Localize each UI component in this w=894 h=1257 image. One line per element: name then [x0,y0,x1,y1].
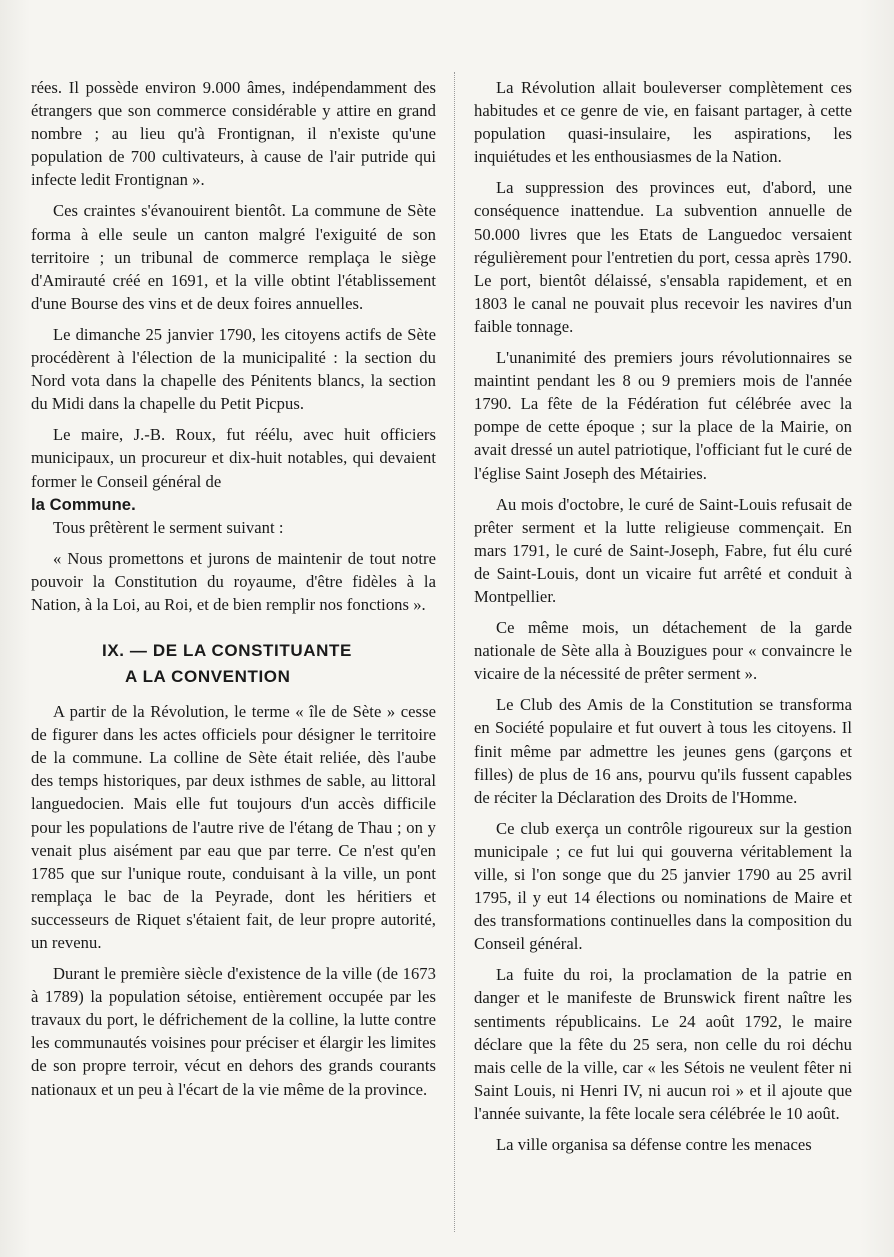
paragraph: Ce même mois, un détachement de la garde nationale de Sète alla à Bouzigues pour « convaincre le vicaire de la nécessité de prêter serment ». [474,618,852,684]
paragraph [31,423,436,515]
paragraph: La Révolution allait bouleverser complètement ces habitudes et ce genre de vie, en faisant partager, à cette population quasi-insulaire, les aspirations, les inquiétudes et les enthousiasmes de la Nation. [474,78,852,167]
bold-phrase: la Commune. [31,494,136,514]
left-column [31,76,436,1109]
paragraph: Ce club exerça un contrôle rigoureux sur la gestion municipale ; ce fut lui qui gouverna véritablement la ville, si l'on songe que du 25 janvier 1790 au 25 avril 1795, il y eut 14 élections ou nominations de Maire et des transformations continuelles dans la composition du Conseil général. [474,818,852,954]
paragraph: La ville organisa sa défense contre les menaces [496,1135,812,1155]
paragraph-text: Le maire, J.-B. Roux, fut réélu, avec huit officiers municipaux, un procureur et dix-huit notables, qui devaient former le Conseil général de [31,425,436,491]
column-divider [454,72,455,1232]
paragraph: L'unanimité des premiers jours révolutionnaires se maintint pendant les 8 ou 9 premiers mois de l'année 1790. La fête de la Fédération fut célébrée avec la pompe de cette époque ; sur la place de la Mairie, on avait dressé un autel patriotique, l'officiant fut le curé de l'église Saint Joseph des Métairies. [474,348,852,483]
paragraph: La suppression des provinces eut, d'abord, une conséquence inattendue. La subvention annuelle de 50.000 livres que les Etats de Languedoc versaient régulièrement pour l'entretien du port, cessa après 1790. Le port, bientôt délaissé, s'ensabla rapidement, et en 1803 le canal ne pouvait plus recevoir les navires d'un faible tonnage. [474,178,852,336]
paragraph: Tous prêtèrent le serment suivant : [53,517,284,537]
paragraph: A partir de la Révolution, le terme « île de Sète » cesse de figurer dans les actes officiels pour désigner le territoire de la commune. La colline de Sète était reliée, dès l'aube des temps historiques, par deux isthmes de sable, au littoral languedocien. Mais elle fut toujours d'un accès difficile pour les populations de l'autre rive de l'étang de Thau ; on y venait plus aisément par eau que par terre. Ce n'est qu'en 1785 que sur l'unique route, conduisant à la ville, un pont remplaça le bac de la Peyrade, dont les héritiers et successeurs de Riquet s'étaient fait, de leur propre autorité, un revenu. [31,702,436,952]
paragraph: Au mois d'octobre, le curé de Saint-Louis refusait de prêter serment et la lutte religieuse commençait. En mars 1791, le curé de Saint-Joseph, Fabre, fut élu curé de Saint-Louis, dont un vicaire fut arrêté et conduit à Montpellier. [474,494,852,606]
paragraph: La fuite du roi, la proclamation de la patrie en danger et le manifeste de Brunswick firent naître les sentiments républicains. Le 24 août 1792, le maire déclare que la fête du 25 sera, non celle du roi déchu mais celle de la ville, car « les Sétois ne veulent fêter ni Saint Louis, ni Henri IV, ni aucun roi » et il ajoute que l'année suivante, la fête locale sera célébrée le 10 août. [474,965,852,1123]
paragraph: Ces craintes s'évanouirent bientôt. La commune de Sète forma à elle seule un canton malgré l'exiguité de son territoire ; un tribunal de commerce remplaça le siège d'Amirauté créé en 1691, et la ville obtint l'établissement d'une Bourse des vins et de deux foires annuelles. [31,201,436,313]
paragraph: rées. Il possède environ 9.000 âmes, indépendamment des étrangers que son commerce considérable y attire en grand nombre ; au lieu qu'à Frontignan, il n'existe qu'une population de 700 cultivateurs, à cause de l'air putride qui infecte ledit Frontignan ». [31,78,436,190]
section-subheading: A LA CONVENTION [125,667,291,687]
paragraph: Le Club des Amis de la Constitution se transforma en Société populaire et fut ouvert à tous les citoyens. Il finit même par admettre les jeunes gens (garçons et filles) de plus de 16 ans, pourvu qu'ils fussent capables de réciter la Déclaration des Droits de l'Homme. [474,695,852,807]
section-heading: IX. — DE LA CONSTITUANTE [102,641,352,661]
paragraph: Le dimanche 25 janvier 1790, les citoyens actifs de Sète procédèrent à l'élection de la municipalité : la section du Nord vota dans la chapelle des Pénitents blancs, la section du Midi dans la chapelle du Petit Picpus. [31,324,436,414]
right-column [474,76,852,1164]
paragraph: Durant le première siècle d'existence de la ville (de 1673 à 1789) la population sétoise, entièrement occupée par les travaux du port, le défrichement de la colline, la lutte contre les communautés voisines pour préciser et élargir les limites de son propre terroir, vécut en dehors des grands courants nationaux et un peu à l'écart de la vie même de la province. [31,964,436,1099]
paragraph: « Nous promettons et jurons de maintenir de tout notre pouvoir la Constitution du royaume, d'être fidèles à la Nation, à la Loi, au Roi, et de bien remplir nos fonctions ». [31,548,436,614]
